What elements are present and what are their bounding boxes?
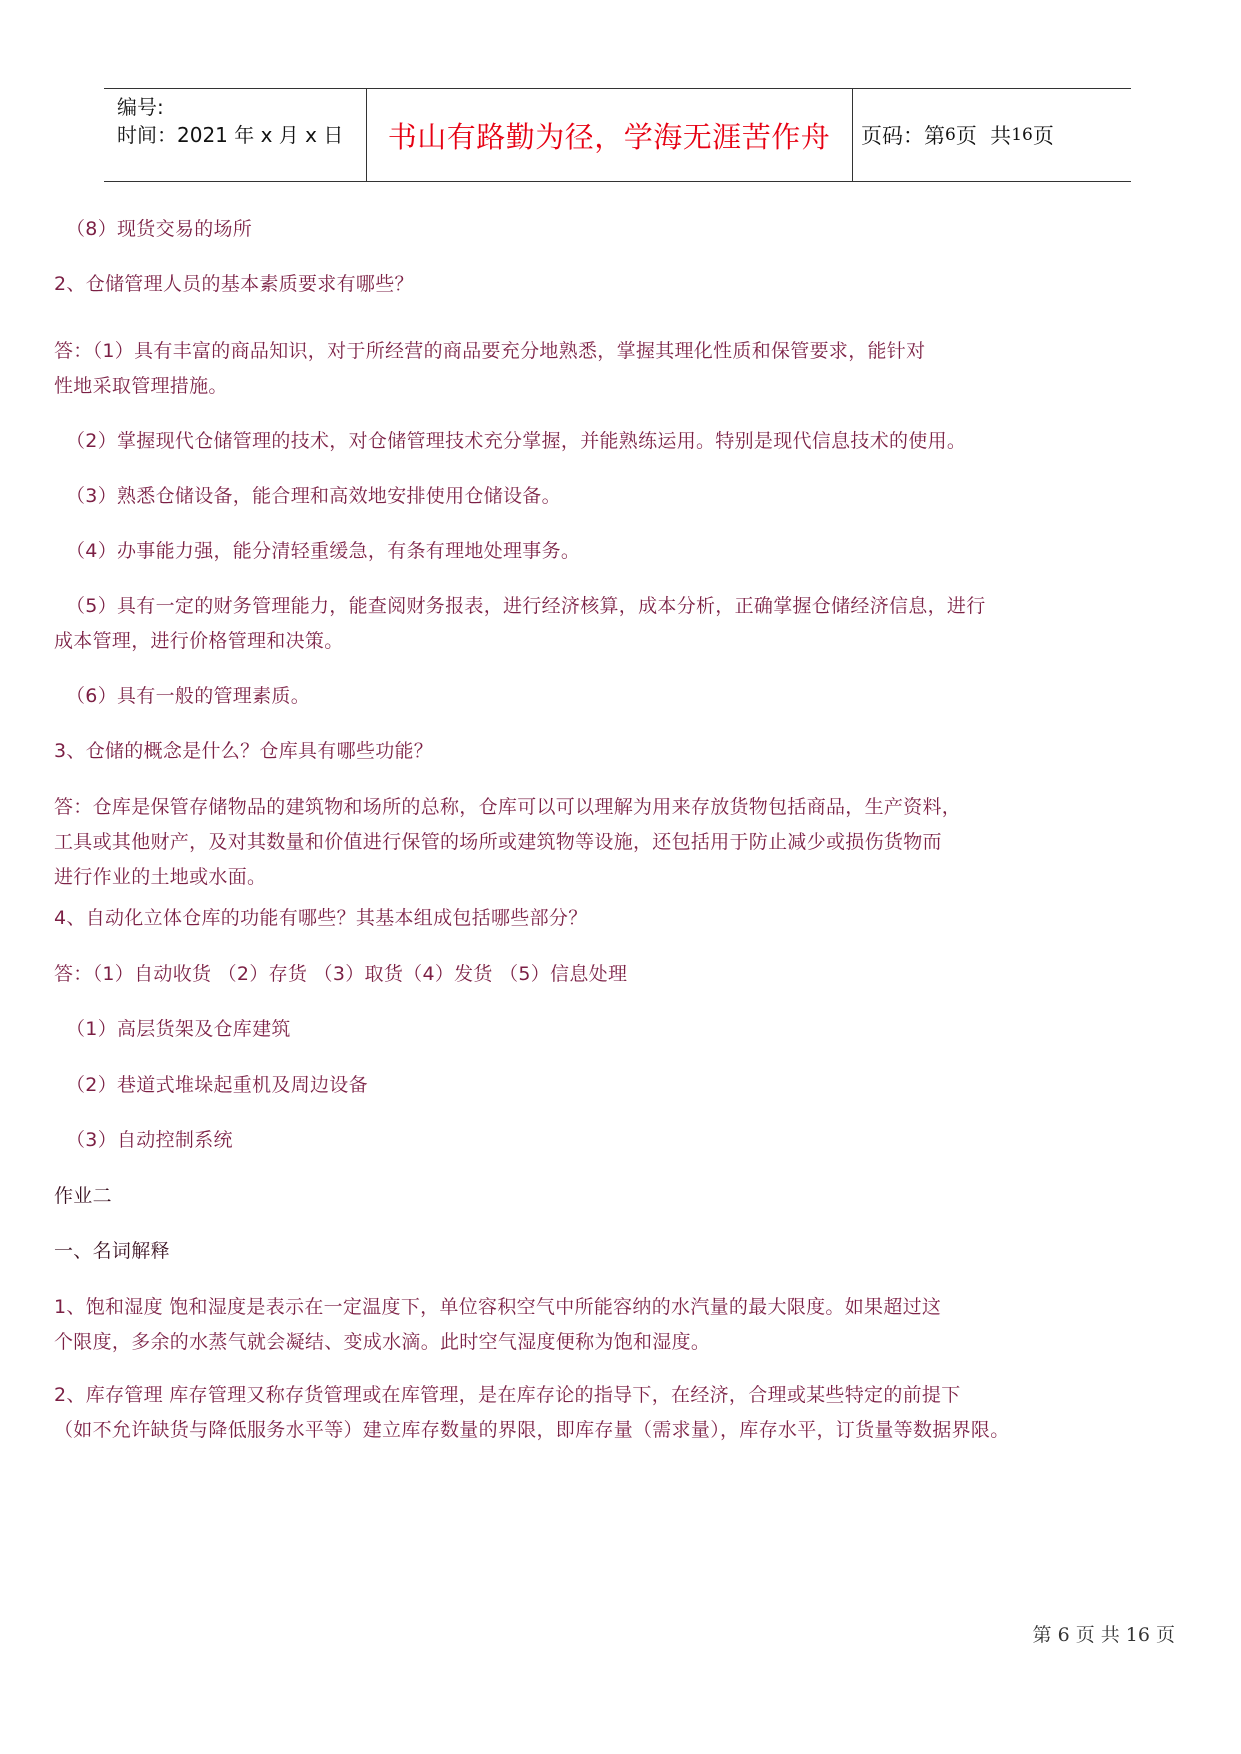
header-page-number	[861, 89, 1054, 181]
header-meta	[117, 93, 343, 149]
list-item: （8）现货交易的场所	[66, 218, 253, 240]
answer-paragraph: 答：（1）具有丰富的商品知识，对于所经营的商品要充分地熟悉，掌握其理化性质和保管要求，能针对 性地采取管理措施。	[54, 340, 926, 397]
answer-paragraph: 答：仓库是保管存储物品的建筑物和场所的总称，仓库可以可以理解为用来存放货物包括商品，生产资料， 工具或其他财产，及对其数量和价值进行保管的场所或建筑物等设施，还包括用于防止减少或损伤货物而 进行作业的土地或水面。	[54, 796, 962, 888]
header-divider	[852, 89, 853, 181]
document-number-label: 编号:	[117, 95, 164, 119]
section-heading: 一、名词解释	[54, 1240, 170, 1262]
list-item: （3）自动控制系统	[66, 1129, 233, 1151]
question-heading: 2、仓储管理人员的基本素质要求有哪些？	[54, 273, 414, 295]
page-current: 6	[945, 125, 956, 145]
definition-paragraph: 1、饱和湿度 饱和湿度是表示在一定温度下，单位容积空气中所能容纳的水汽量的最大限度。如果超过这 个限度，多余的水蒸气就会凝结、变成水滴。此时空气湿度便称为饱和湿度。	[54, 1296, 942, 1353]
page-footer: 第 6 页 共 16 页	[1032, 1624, 1175, 1646]
page-total: 16	[1011, 125, 1033, 145]
list-item: （1）高层货架及仓库建筑	[66, 1018, 291, 1040]
document-time: 时间：2021 年 x 月 x 日	[117, 123, 344, 147]
page-suffix: 页	[1032, 124, 1054, 148]
definition-paragraph: 2、库存管理 库存管理又称存货管理或在库管理，是在库存论的指导下，在经济，合理或某些特定的前提下 （如不允许缺货与降低服务水平等）建立库存数量的界限，即库存量（需求量），库存水平，订货量等数据界限。	[54, 1384, 1010, 1441]
list-item: （2）掌握现代仓储管理的技术，对仓储管理技术充分掌握，并能熟练运用。特别是现代信息技术的使用。	[66, 430, 967, 452]
question-heading: 4、自动化立体仓库的功能有哪些？其基本组成包括哪些部分？	[54, 907, 588, 929]
page-prefix: 页码：第	[861, 124, 945, 148]
list-item: （3）熟悉仓储设备，能合理和高效地安排使用仓储设备。	[66, 485, 561, 507]
header-motto: 书山有路勤为径，学海无涯苦作舟	[387, 119, 831, 154]
page-header	[104, 88, 1131, 182]
list-item: （5）具有一定的财务管理能力，能查阅财务报表，进行经济核算，成本分析，正确掌握仓储经济信息，进行 成本管理，进行价格管理和决策。	[54, 595, 986, 652]
list-item: （6）具有一般的管理素质。	[66, 685, 310, 707]
answer-paragraph: 答：（1）自动收货 （2）存货 （3）取货（4）发货 （5）信息处理	[54, 963, 628, 985]
list-item: （2）巷道式堆垛起重机及周边设备	[66, 1074, 368, 1096]
section-heading: 作业二	[54, 1185, 112, 1207]
list-item: （4）办事能力强，能分清轻重缓急，有条有理地处理事务。	[66, 540, 581, 562]
question-heading: 3、仓储的概念是什么？仓库具有哪些功能？	[54, 740, 434, 762]
page-mid: 页 共	[955, 124, 1012, 148]
